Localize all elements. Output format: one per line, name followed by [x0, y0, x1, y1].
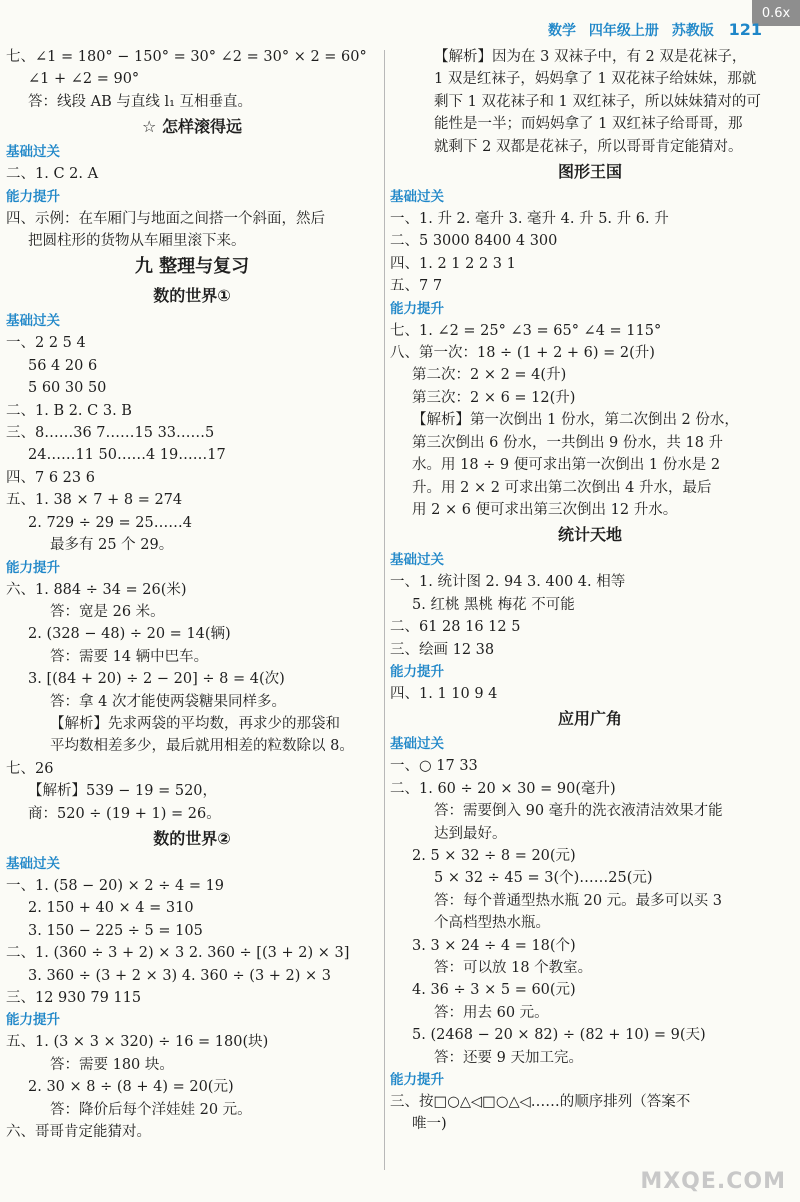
- answer-line: 一、1. (58 − 20) × 2 ÷ 4 = 19: [6, 877, 225, 894]
- answer-line: 七、∠1 = 180° − 150° = 30° ∠2 = 30° × 2 = 60°: [6, 49, 367, 65]
- answer-line: ∠1 + ∠2 = 90°: [28, 71, 140, 88]
- answer-line: 答：宽是 26 米。: [50, 603, 165, 620]
- section-title: 统计天地: [557, 525, 622, 545]
- answer-line: 四、1. 1 10 9 4: [390, 685, 498, 702]
- answer-line: 一、2 2 5 4: [6, 335, 86, 352]
- section-label: 基础过关: [390, 189, 444, 206]
- answer-line: 五、1. 38 × 7 + 8 = 274: [6, 492, 183, 509]
- answer-line: 第三次倒出 6 份水，一共倒出 9 份水，共 18 升: [412, 434, 724, 451]
- answer-line: 2. 5 × 32 ÷ 8 = 20(元): [412, 847, 576, 864]
- answer-line: 水。用 18 ÷ 9 便可求出第一次倒出 1 份水是 2: [412, 457, 721, 474]
- answer-line: 答：用去 60 元。: [434, 1004, 549, 1021]
- answer-line: 三、8……36 7……15 33……5: [6, 425, 215, 442]
- answer-line: 六、1. 884 ÷ 34 = 26(米): [6, 581, 187, 598]
- answer-line: 【解析】先求两袋的平均数，再求少的那袋和: [50, 715, 340, 732]
- answer-line: 5 × 32 ÷ 45 = 3(个)……25(元): [434, 870, 653, 887]
- section-label: 能力提升: [6, 188, 60, 205]
- answer-line: 一、○ 17 33: [390, 758, 478, 775]
- answer-line: 【解析】第一次倒出 1 份水，第二次倒出 2 份水，: [412, 412, 739, 429]
- page-header: [540, 20, 762, 40]
- answer-line: 平均数相差多少，最后就用相差的粒数除以 8。: [50, 738, 354, 755]
- answer-line: 达到最好。: [434, 825, 507, 842]
- answer-line: 答：每个普通型热水瓶 20 元。最多可以买 3: [434, 892, 723, 909]
- section-label: 基础过关: [390, 552, 444, 569]
- answer-line: 三、绘画 12 38: [390, 641, 495, 658]
- section-label: 基础过关: [6, 855, 60, 872]
- answer-line: 八、第一次：18 ÷ (1 + 2 + 6) = 2(升): [390, 345, 655, 362]
- answer-line: 把圆柱形的货物从车厢里滚下来。: [28, 233, 246, 250]
- right-column: [390, 46, 790, 1136]
- answer-line: 三、12 930 79 115: [6, 990, 142, 1006]
- answer-line: 3. 360 ÷ (3 + 2 × 3) 4. 360 ÷ (3 + 2) × 3: [28, 967, 332, 984]
- answer-line: 二、1. (360 ÷ 3 + 2) × 3 2. 360 ÷ [(3 + 2) × 3]: [6, 945, 350, 962]
- answer-line: 第二次：2 × 2 = 4(升): [412, 367, 567, 384]
- answer-line: 七、1. ∠2 = 25° ∠3 = 65° ∠4 = 115°: [390, 322, 662, 339]
- answer-line: 答：还要 9 天加工完。: [434, 1049, 583, 1066]
- section-label: 基础过关: [390, 736, 444, 753]
- answer-line: 答：需要 14 辆中巴车。: [50, 648, 209, 665]
- answer-line: 三、按□○△◁□○△◁……的顺序排列（答案不: [390, 1094, 691, 1111]
- answer-line: 用 2 × 6 便可求出第三次倒出 12 升水。: [412, 501, 678, 518]
- answer-line: 56 4 20 6: [28, 357, 98, 374]
- section-title: 数的世界②: [153, 828, 231, 848]
- header-grade: 四年级上册: [588, 23, 659, 39]
- answer-line: 一、1. 统计图 2. 94 3. 400 4. 相等: [390, 574, 626, 591]
- answer-line: 二、1. C 2. A: [6, 166, 99, 183]
- answer-line: 剩下 1 双花袜子和 1 双红袜子，所以妹妹猜对的可: [434, 93, 761, 110]
- answer-line: 3. [(84 + 20) ÷ 2 − 20] ÷ 8 = 4(次): [28, 671, 285, 688]
- answer-line: 5. (2468 − 20 × 82) ÷ (82 + 10) = 9(天): [412, 1027, 706, 1044]
- answer-line: 3. 3 × 24 ÷ 4 = 18(个): [412, 937, 576, 954]
- answer-line: 能性是一半；而妈妈拿了 1 双红袜子给哥哥，那: [434, 116, 743, 133]
- section-label: 能力提升: [390, 1072, 444, 1089]
- answer-line: 唯一): [412, 1116, 447, 1133]
- answer-line: 1 双是红袜子，妈妈拿了 1 双花袜子给妹妹，那就: [434, 71, 757, 88]
- answer-line: 2. (328 − 48) ÷ 20 = 14(辆): [28, 626, 231, 643]
- header-subject: 数学: [547, 23, 576, 39]
- answer-line: 答：需要 180 块。: [50, 1056, 174, 1073]
- answer-line: 五、1. (3 × 3 × 320) ÷ 16 = 180(块): [6, 1034, 269, 1051]
- answer-line: 升。用 2 × 2 可求出第二次倒出 4 升水，最后: [412, 479, 712, 496]
- answer-line: 3. 150 − 225 ÷ 5 = 105: [28, 922, 203, 939]
- answer-line: 2. 729 ÷ 29 = 25……4: [28, 514, 192, 531]
- answer-line: 个高档型热水瓶。: [434, 915, 550, 932]
- answer-line: 一、1. 升 2. 毫升 3. 毫升 4. 升 5. 升 6. 升: [390, 211, 669, 228]
- answer-line: 四、7 6 23 6: [6, 469, 95, 486]
- answer-line: 5. 红桃 黑桃 梅花 不可能: [412, 596, 575, 613]
- watermark: MXQE.COM: [640, 1169, 786, 1194]
- answer-line: 四、1. 2 1 2 2 3 1: [390, 255, 516, 272]
- answer-line: 4. 36 ÷ 3 × 5 = 60(元): [412, 982, 576, 999]
- answer-line: 商：520 ÷ (19 + 1) = 26。: [28, 805, 221, 822]
- section-title: ☆ 怎样滚得远: [142, 117, 242, 137]
- answer-line: 七、26: [6, 760, 54, 777]
- answer-line: 【解析】因为在 3 双袜子中，有 2 双是花袜子，: [434, 49, 747, 65]
- column-divider: [384, 50, 385, 1170]
- answer-line: 2. 150 + 40 × 4 = 310: [28, 900, 194, 917]
- section-label: 能力提升: [6, 559, 60, 576]
- answer-line: 答：需要倒入 90 毫升的洗衣液清洁效果才能: [434, 803, 723, 820]
- answer-line: 五、7 7: [390, 278, 443, 295]
- section-label: 能力提升: [390, 300, 444, 317]
- answer-line: 二、61 28 16 12 5: [390, 619, 521, 636]
- section-label: 基础过关: [6, 144, 60, 161]
- answer-line: 二、1. 60 ÷ 20 × 30 = 90(毫升): [390, 780, 616, 797]
- header-edition: 苏教版: [671, 23, 714, 39]
- answer-line: 最多有 25 个 29。: [50, 537, 174, 554]
- answer-line: 答：拿 4 次才能使两袋糖果同样多。: [50, 693, 286, 710]
- page-number: 121: [728, 20, 762, 39]
- answer-line: 二、1. B 2. C 3. B: [6, 402, 132, 419]
- answer-line: 四、示例：在车厢门与地面之间搭一个斜面，然后: [6, 210, 325, 227]
- answer-line: 第三次：2 × 6 = 12(升): [412, 389, 576, 406]
- answer-line: 答：降价后每个洋娃娃 20 元。: [50, 1101, 252, 1118]
- section-label: 能力提升: [6, 1012, 60, 1029]
- section-title: 图形王国: [557, 162, 622, 182]
- section-title: 应用广角: [557, 709, 622, 729]
- answer-line: 5 60 30 50: [28, 380, 107, 397]
- answer-line: 【解析】539 − 19 = 520，: [28, 783, 218, 800]
- answer-line: 就剩下 2 双都是花袜子，所以哥哥肯定能猜对。: [434, 138, 743, 155]
- left-column: [6, 46, 378, 1143]
- answer-line: 24……11 50……4 19……17: [28, 447, 226, 464]
- section-label: 基础过关: [6, 313, 60, 330]
- answer-line: 2. 30 × 8 ÷ (8 + 4) = 20(元): [28, 1079, 234, 1096]
- section-title: 数的世界①: [153, 286, 231, 306]
- zoom-indicator[interactable]: 0.6x: [752, 0, 800, 26]
- answer-line: 答：可以放 18 个教室。: [434, 960, 593, 976]
- answer-line: 二、5 3000 8400 4 300: [390, 233, 558, 250]
- answer-line: 六、哥哥肯定能猜对。: [6, 1124, 151, 1141]
- section-label: 能力提升: [390, 663, 444, 680]
- section-title: 九 整理与复习: [134, 256, 250, 278]
- answer-line: 答：线段 AB 与直线 l₁ 互相垂直。: [28, 93, 253, 110]
